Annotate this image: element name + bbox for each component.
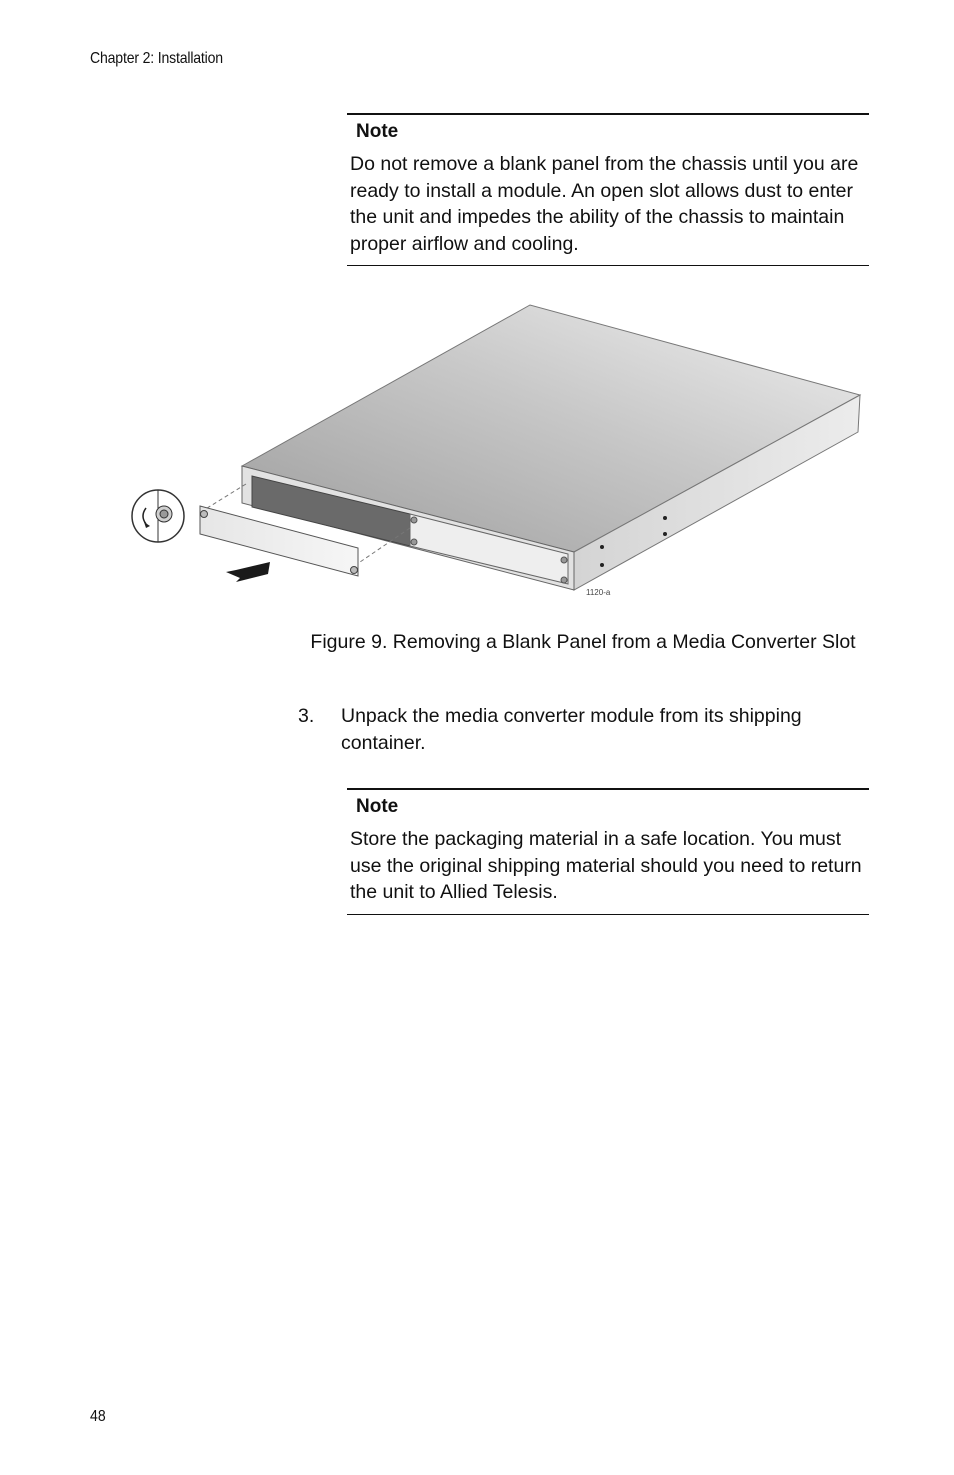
page-number: 48 [90,1408,106,1425]
chassis-drawing [128,300,868,610]
pull-direction-arrow [226,562,270,582]
note-box-packaging [347,788,869,915]
note-text: Do not remove a blank panel from the chassis until you are ready to install a module. An open slot allows dust to enter the unit and impedes the ability of the chassis to maintain proper airflow and cooling. [350,153,859,255]
figure-caption: Figure 9. Removing a Blank Panel from a Media Converter Slot [310,631,856,653]
figure-part-number: 1120-a [586,588,611,597]
note-text: Store the packaging material in a safe location. You must use the original shipping material should you need to return the unit to Allied Telesis. [350,828,862,903]
figure-chassis-illustration [128,300,868,610]
running-header: Chapter 2: Installation [90,50,223,67]
note-box-blank-panel [347,113,869,266]
step-text: Unpack the media converter module from its shipping container. [341,705,802,754]
step-number: 3. [298,705,315,727]
step-item [298,703,868,757]
note-label: Note [356,796,399,817]
note-label: Note [356,121,399,142]
